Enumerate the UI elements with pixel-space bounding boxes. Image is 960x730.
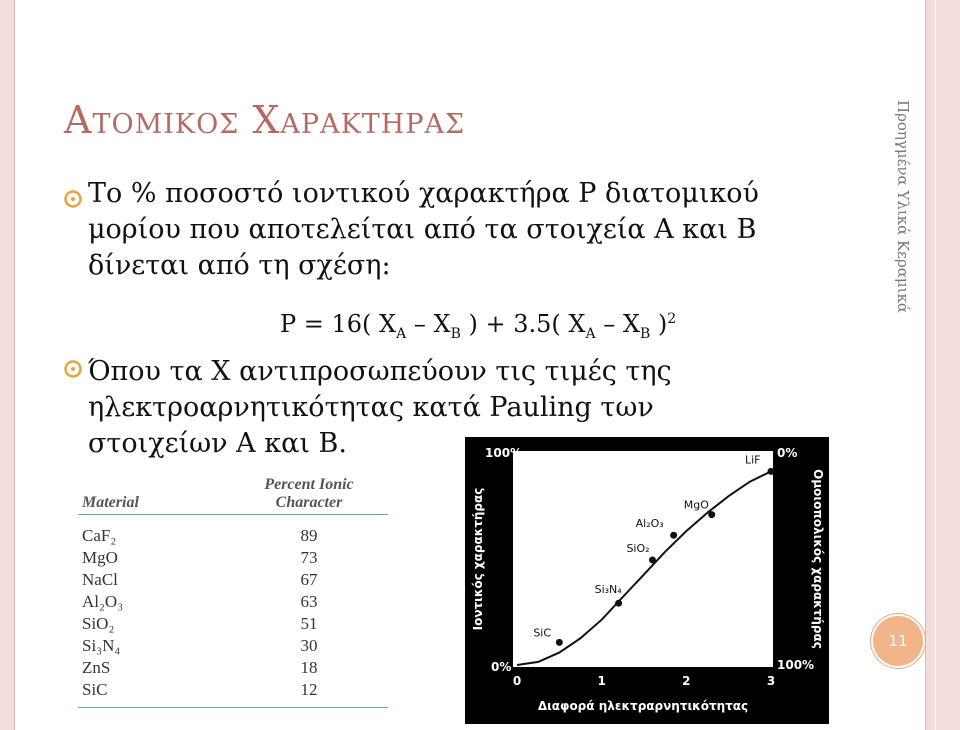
table-row	[78, 635, 388, 657]
bullet-1-line-1: Το % ποσοστό ιοντικού χαρακτήρα P διατομικού	[88, 178, 759, 209]
table-cell-material: MgO	[82, 548, 118, 567]
y-left-tick-100: 100%	[485, 446, 523, 460]
y-right-tick-0: 0%	[777, 446, 798, 460]
table-header-material: Material	[78, 474, 230, 515]
table-cell-material: SiO₂	[82, 614, 115, 633]
y-right-tick-100: 100%	[777, 658, 815, 672]
ionic-character-formula: P = 16( $X_A - X_B$ ) + 3.5( $X_A - X_B$ )$^2$	[280, 310, 677, 342]
bullet-1-line-2: μορίου που αποτελείται από τα στοιχεία A και B	[88, 214, 757, 245]
data-point-label: SiC	[533, 626, 552, 640]
table-row	[78, 515, 388, 548]
data-point	[556, 639, 563, 646]
bullet-2-line-1: Όπου τα X αντιπροσωπεύουν τις τιμές της	[88, 356, 672, 387]
slide-frame-right-line-inner	[935, 0, 936, 730]
table-cell-material: Al₂O₃	[82, 592, 124, 611]
data-point-label: Al₂O₃	[635, 517, 664, 531]
table-row	[78, 657, 388, 679]
x-tick-label: 2	[682, 674, 691, 688]
chart-plot-area	[513, 451, 773, 667]
table-row	[78, 679, 388, 701]
data-point-label: MgO	[683, 498, 709, 512]
bullet-icon	[64, 190, 82, 208]
table-cell-material: NaCl	[82, 570, 118, 589]
ionic-character-table	[78, 474, 388, 708]
y-left-axis-label: Ιοντικός χαρακτήρας	[471, 487, 485, 631]
x-tick-label: 1	[597, 674, 606, 688]
table-cell-percent: 67	[300, 570, 318, 589]
data-point-label: Si₃N₄	[594, 583, 622, 597]
table-cell-percent: 63	[300, 592, 318, 611]
chart-svg	[465, 437, 829, 724]
table-bottom-border	[78, 701, 388, 708]
table-cell-material: SiC	[82, 680, 108, 699]
table-row	[78, 613, 388, 635]
data-point	[649, 556, 656, 563]
y-left-tick-0: 0%	[491, 660, 512, 674]
slide-frame-right-line	[925, 0, 926, 730]
slide-frame-left	[0, 0, 14, 730]
data-point	[670, 532, 677, 539]
page-number-badge: 11	[871, 614, 925, 668]
x-tick-label: 3	[766, 674, 776, 688]
data-point-label: SiO₂	[626, 541, 650, 555]
table-header-percent: Percent Ionic Character	[230, 474, 388, 515]
table-cell-material: CaF₂	[82, 526, 117, 545]
table-cell-percent: 51	[300, 614, 318, 633]
ionic-covalent-chart	[465, 437, 829, 724]
table-cell-material: Si₃N₄	[82, 636, 121, 655]
data-point-label: LiF	[745, 453, 761, 467]
bullet-icon	[64, 360, 82, 378]
x-axis-label: Διαφορά ηλεκτραρνητικότητας	[537, 699, 749, 713]
slide-frame-left-line	[14, 0, 15, 730]
y-right-axis-label: Ομοιοπολικός χαρακτήρας	[811, 469, 825, 649]
sidebar-course-label: Προηγμένα Υλικά Κεραμικά	[894, 100, 912, 314]
slide-frame-right	[926, 0, 960, 730]
data-point	[768, 468, 775, 475]
table-cell-percent: 12	[300, 680, 318, 699]
table-cell-material: ZnS	[82, 658, 111, 677]
x-tick-label: 0	[512, 674, 522, 688]
bullet-1	[88, 176, 759, 284]
table-cell-percent: 73	[300, 548, 318, 567]
bullet-2-line-2: ηλεκτροαρνητικότητας κατά Pauling των	[88, 392, 654, 423]
data-point	[615, 600, 622, 607]
bullet-1-line-3: δίνεται από τη σχέση:	[88, 250, 391, 281]
table-row	[78, 547, 388, 569]
table-cell-percent: 30	[300, 636, 318, 655]
data-point	[708, 511, 715, 518]
table-row	[78, 591, 388, 613]
bullet-2-line-3: στοιχείων A και B.	[88, 428, 347, 459]
table-cell-percent: 18	[300, 658, 318, 677]
table-cell-percent: 89	[300, 526, 318, 545]
slide-title: Ατομικος Χαρακτηρας	[64, 98, 466, 142]
table-row	[78, 569, 388, 591]
